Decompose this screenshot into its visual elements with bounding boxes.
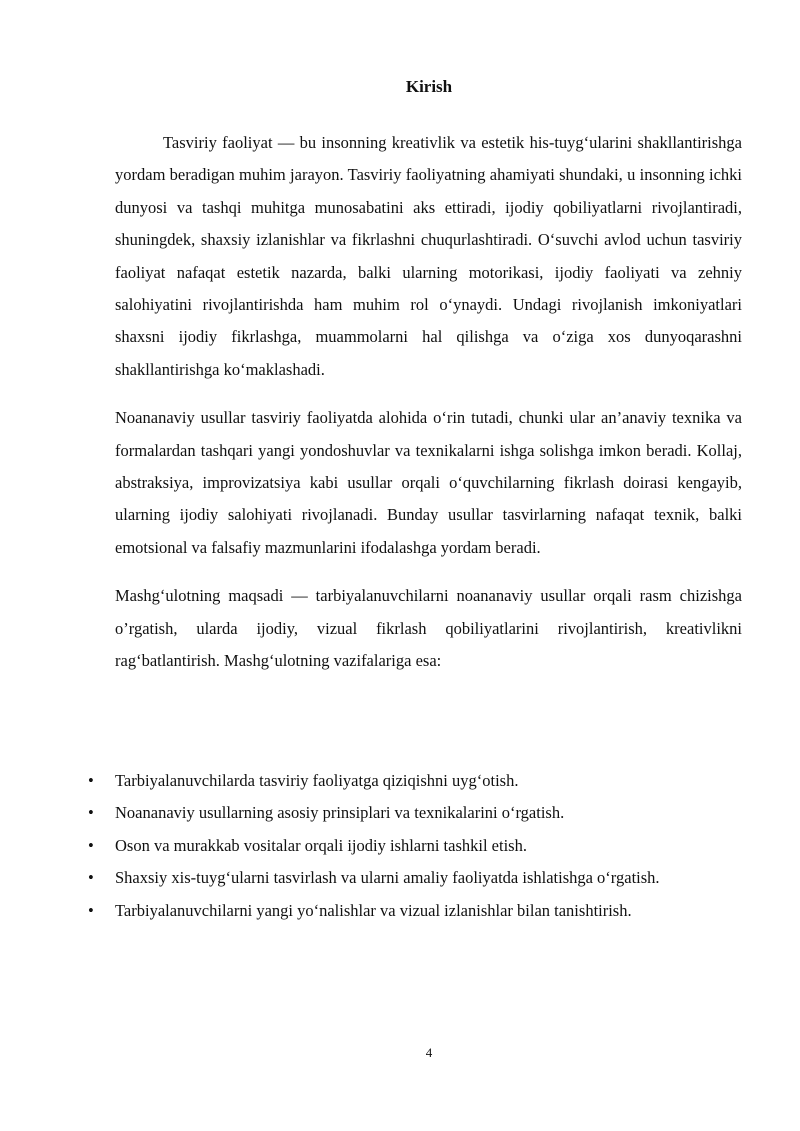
- paragraph-methods: Noananaviy usullar tasviriy faoliyatda alohida o‘rin tutadi, chunki ular an’anaviy texnika va formalardan tashqari yangi yondoshuvlar va texnikalarni ishga solishga imkon beradi. Kollaj, abstraksiya, improvizatsiya kabi usullar orqali o‘quvchilarning fikrlash doirasi kengayib, ularning ijodiy salohiyati rivojlanadi. Bunday usullar tasvirlarning nafaqat texnik, balki emotsional va falsafiy mazmunlarini ifodalashga yordam beradi.: [115, 408, 742, 557]
- list-item: [85, 862, 765, 894]
- list-item-text: Shaxsiy xis-tuyg‘ularni tasvirlash va ularni amaliy faoliyatda ishlatishga o‘rgatish.: [115, 868, 660, 888]
- bullet-icon: •: [88, 868, 94, 888]
- task-list: [85, 765, 765, 927]
- list-item-text: Oson va murakkab vositalar orqali ijodiy ishlarni tashkil etish.: [115, 835, 527, 855]
- bullet-icon: •: [88, 835, 94, 855]
- list-item: [85, 797, 765, 829]
- bullet-icon: •: [88, 803, 94, 823]
- paragraph-intro: Tasviriy faoliyat — bu insonning kreativlik va estetik his-tuyg‘ularini shakllantirishga yordam beradigan muhim jarayon. Tasviriy faoliyatning ahamiyati shundaki, u insonning ichki dunyosi va tashqi muhitga munosabatini aks ettiradi, ijodiy qobiliyatlarni rivojlantiradi, shuningdek, shaxsiy izlanishlar va fikrlashni chuqurlashtiradi. O‘suvchi avlod uchun tasviriy faoliyat nafaqat estetik nazarda, balki ularning motorikasi, ijodiy faoliyati va zehniy salohiyatini rivojlantirishda ham muhim rol o‘ynaydi. Undagi rivojlanish imkoniyatlari shaxsni ijodiy fikrlashga, muammolarni hal qilishga va o‘ziga xos dunyoqarashni shakllantirishga ko‘maklashadi.: [115, 133, 742, 379]
- body-text: [115, 127, 742, 694]
- list-item-text: Tarbiyalanuvchilarda tasviriy faoliyatga qiziqishni uyg‘otish.: [115, 771, 519, 790]
- page-title: Kirish: [405, 77, 453, 96]
- list-item-text: Noananaviy usullarning asosiy prinsiplari va texnikalarini o‘rgatish.: [115, 803, 565, 823]
- bullet-icon: •: [88, 771, 94, 790]
- page-number: 4: [425, 1045, 433, 1060]
- list-item-text: Tarbiyalanuvchilarni yangi yo‘nalishlar va vizual izlanishlar bilan tanishtirish.: [115, 900, 632, 920]
- list-item: [85, 765, 765, 797]
- list-item: [85, 830, 765, 862]
- list-item: [85, 895, 765, 927]
- paragraph-goal: Mashg‘ulotning maqsadi — tarbiyalanuvchilarni noananaviy usullar orqali rasm chizishga o’rgatish, ularda ijodiy, vizual fikrlash qobiliyatlarini rivojlantirish, kreativlikni rag‘batlantirish. Mashg‘ulotning vazifalariga esa:: [115, 586, 742, 671]
- bullet-icon: •: [88, 900, 94, 920]
